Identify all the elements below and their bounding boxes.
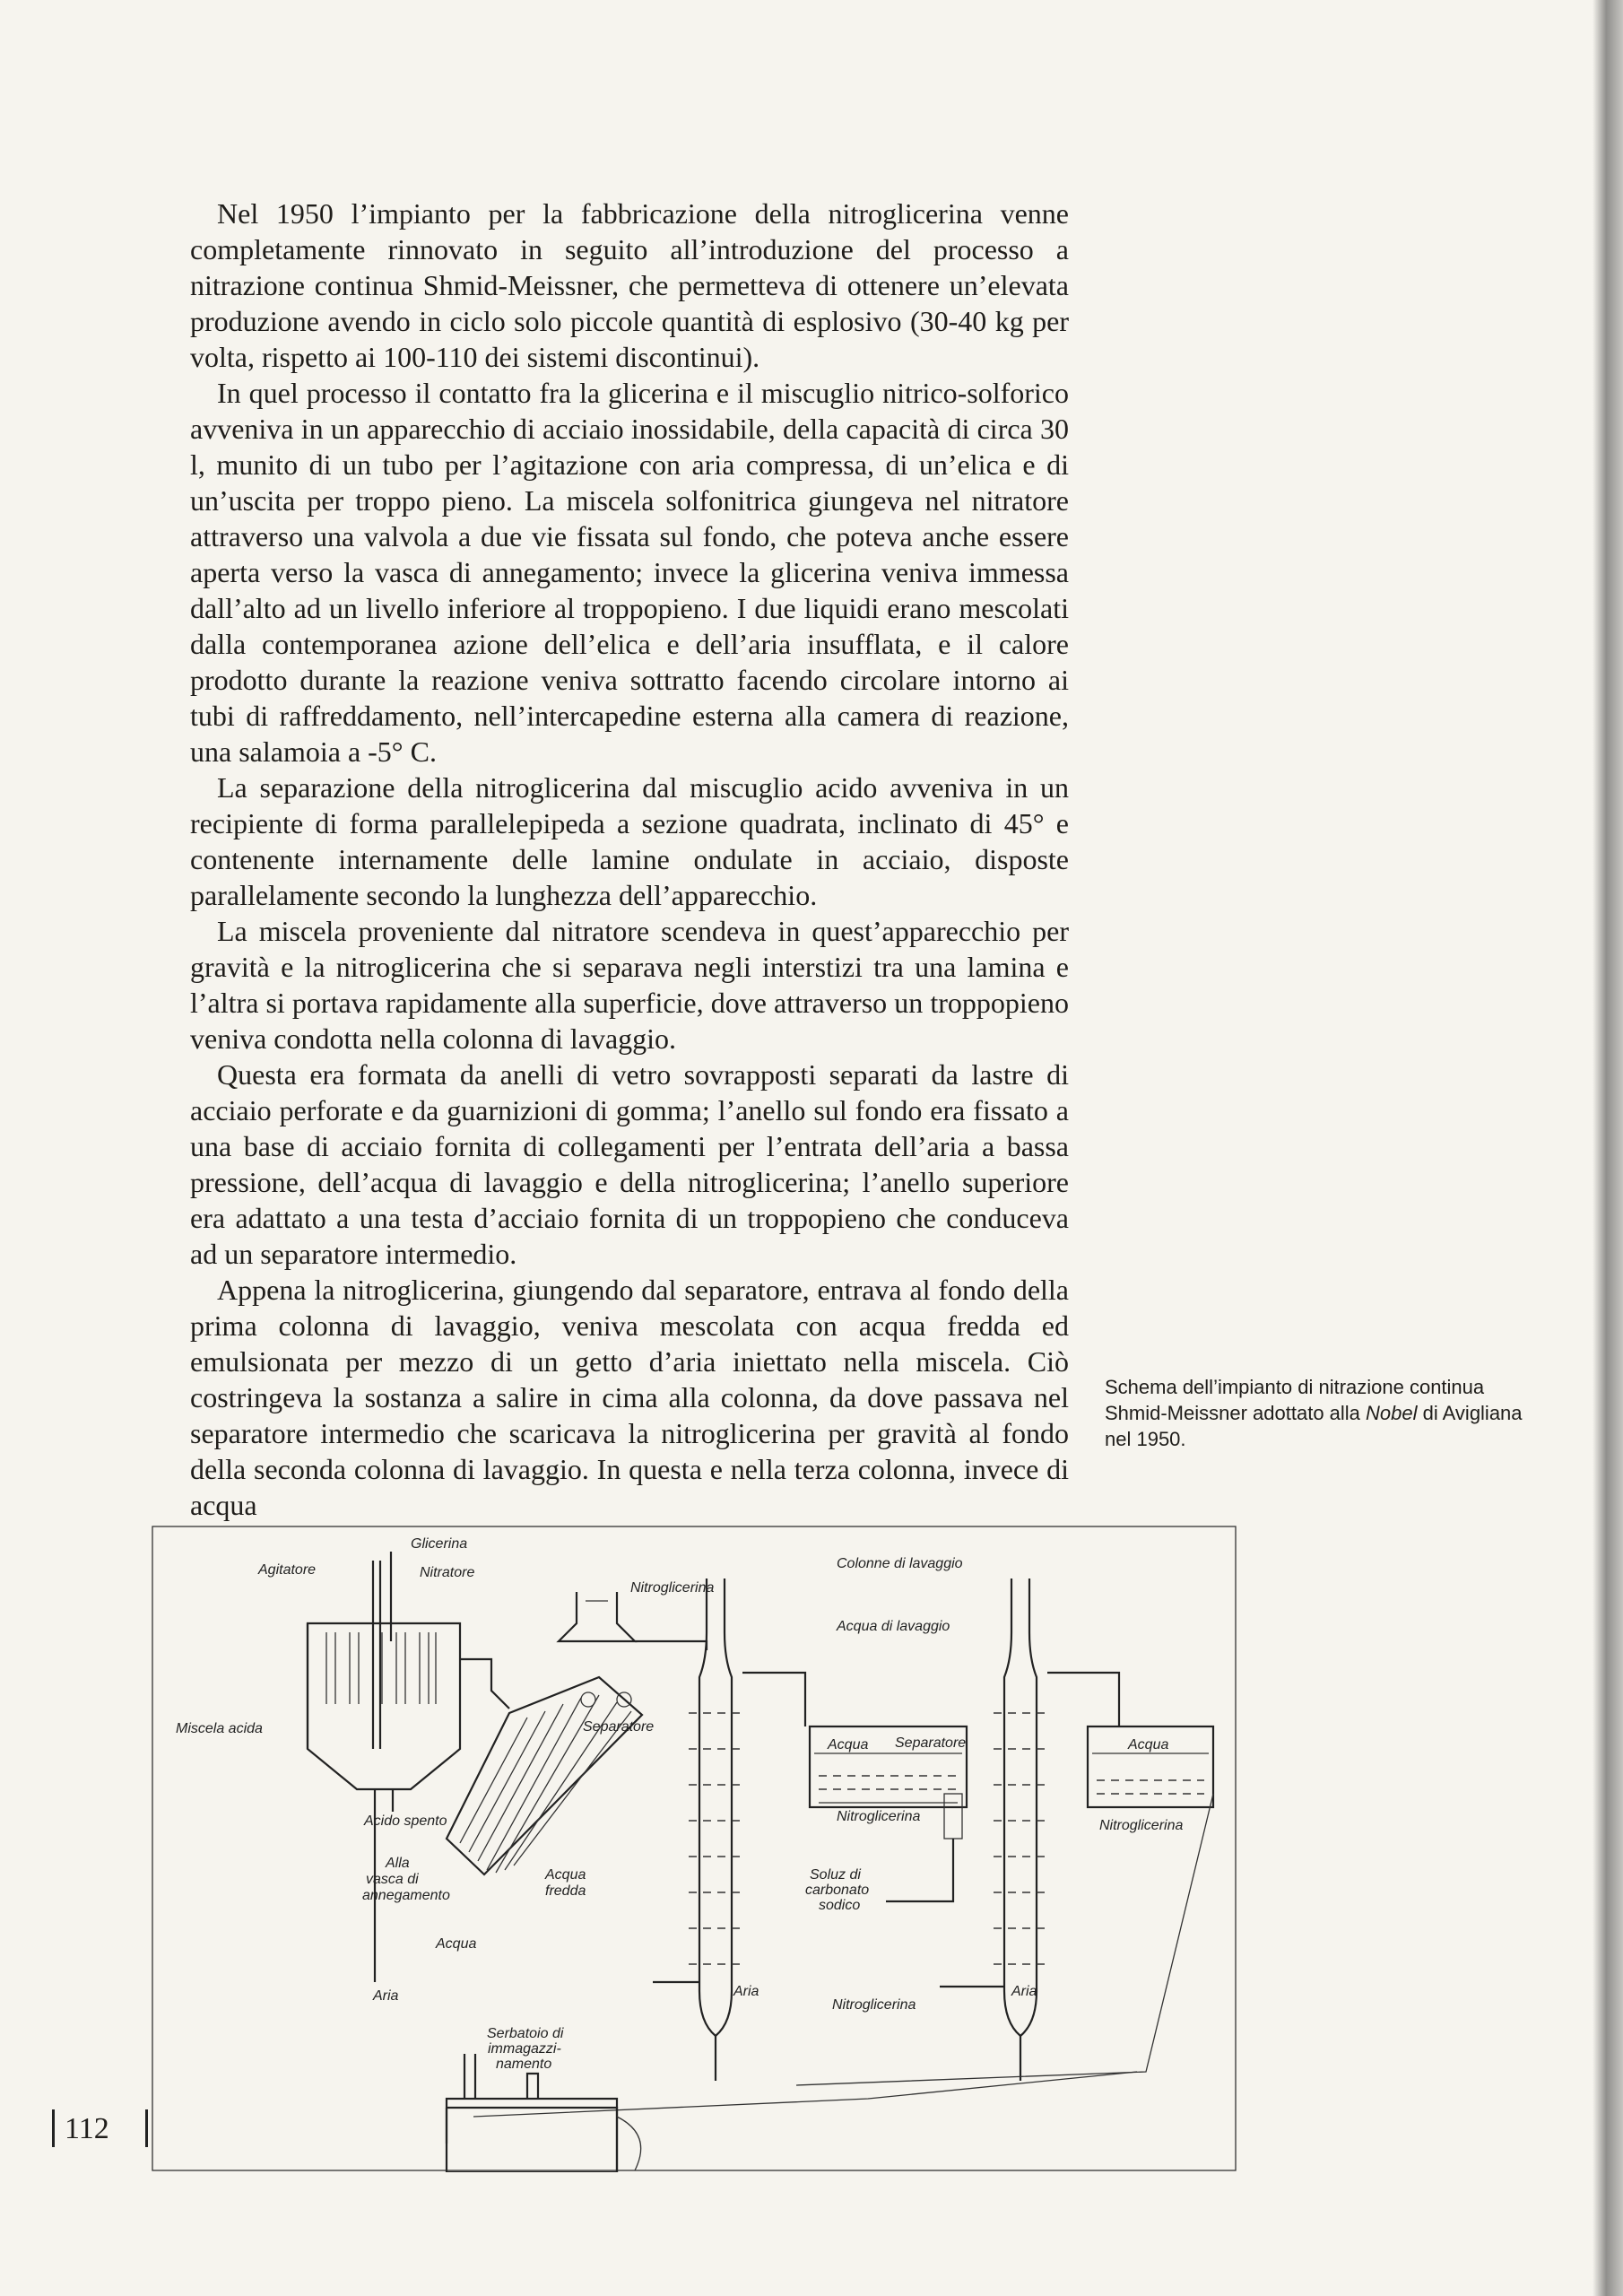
label-aria-right: Aria bbox=[1011, 1984, 1037, 1999]
paragraph-5: Questa era formata da anelli di vetro sovrapposti separati da lastre di acciaio perforate e da guarnizioni di gomma; l’anello sul fondo era fissato a una base di acciaio fornita di collegamenti per l’entrata dell’aria a bassa pressione, dell’acqua di lavaggio e della nitroglicerina; l’anello superiore era adattato a una testa d’acciaio fornita di un troppopieno che conduceva ad un separatore intermedio. bbox=[190, 1058, 1069, 1270]
nitroglycerin-return-line bbox=[473, 2072, 1137, 2117]
label-nitroglicerina-right: Nitroglicerina bbox=[1099, 1818, 1184, 1833]
body-text bbox=[190, 196, 1069, 1523]
label-serbatoio-1: Serbatoio di bbox=[487, 2026, 564, 2041]
nitrator-vessel bbox=[308, 1552, 509, 1982]
label-acqua-bottom: Acqua bbox=[436, 1936, 477, 1952]
caption-italic: Nobel bbox=[1366, 1402, 1418, 1424]
plant-schematic-diagram bbox=[151, 1525, 1237, 2172]
label-separatore-2: Separatore bbox=[895, 1735, 967, 1751]
folio-bar-left bbox=[52, 2109, 55, 2147]
plant-schematic-figure bbox=[151, 1525, 1237, 2172]
label-acqua-fredda-1: Acqua bbox=[545, 1867, 586, 1883]
label-alla: Alla bbox=[386, 1856, 410, 1871]
label-soluz-1: Soluz di bbox=[810, 1867, 861, 1883]
label-glicerina: Glicerina bbox=[411, 1536, 468, 1552]
label-aria-mid: Aria bbox=[733, 1984, 759, 1999]
label-acido-spento: Acido spento bbox=[364, 1813, 447, 1829]
caption-text-2: di Avigliana nel 1950. bbox=[1105, 1402, 1523, 1450]
label-soluz-2: carbonato bbox=[805, 1883, 870, 1898]
label-annegamento: annegamento bbox=[362, 1888, 450, 1903]
label-colonne-di-lavaggio: Colonne di lavaggio bbox=[837, 1556, 963, 1571]
label-soluz-3: sodico bbox=[819, 1898, 861, 1913]
paragraph-2: In quel processo il contatto fra la glicerina e il miscuglio nitrico-solforico avveniva in un apparecchio di acciaio inossidabile, della capacità di circa 30 l, munito di un tubo per l’agitazione con aria compressa, di un’elica e di un’uscita per troppo pieno. La miscela solfonitrica giungeva nel nitratore attraverso una valvola a due vie fissata sul fondo, che poteva anche essere aperta verso la vasca di annegamento; invece la glicerina veniva immessa dall’alto ad un livello inferiore al troppopieno. I due liquidi erano mescolati dalla contemporanea azione dell’elica e dell’aria insufflata, e il calore prodotto durante la reazione veniva sottratto facendo circolare intorno ai tubi di raffreddamento, nell’intercapedine esterna alla camera di reazione, una salamoia a -5° C. bbox=[190, 377, 1069, 768]
paragraph-1: Nel 1950 l’impianto per la fabbricazione della nitroglicerina venne completamente rinnovato in seguito all’introduzione del processo a nitrazione continua Shmid-Meissner, che permetteva di ottenere un’elevata produzione avendo in ciclo solo piccole quantità di esplosivo (30-40 kg per volta, rispetto ai 100-110 dei sistemi discontinui). bbox=[190, 197, 1069, 373]
label-miscela-acida: Miscela acida bbox=[176, 1721, 263, 1736]
inclined-separator bbox=[447, 1592, 707, 1874]
label-nitroglicerina-mid: Nitroglicerina bbox=[837, 1809, 921, 1824]
label-acqua-fredda-2: fredda bbox=[545, 1883, 586, 1899]
label-acqua-di-lavaggio: Acqua di lavaggio bbox=[837, 1619, 950, 1634]
label-serbatoio-2: immagazzi- bbox=[488, 2041, 561, 2057]
label-separatore: Separatore bbox=[583, 1719, 655, 1735]
label-serbatoio-3: namento bbox=[496, 2057, 552, 2072]
label-agitatore: Agitatore bbox=[258, 1562, 317, 1578]
label-nitratore: Nitratore bbox=[420, 1565, 475, 1580]
figure-caption bbox=[1105, 1374, 1526, 1452]
washing-column-1 bbox=[653, 1578, 742, 2081]
page-edge-shadow bbox=[1593, 0, 1623, 2296]
paragraph-4: La miscela proveniente dal nitratore scendeva in quest’apparecchio per gravità e la nitroglicerina che si separava negli interstizi tra una lamina e l’altra si portava rapidamente alla superficie, dove attraverso un troppopieno veniva condotta nella colonna di lavaggio. bbox=[190, 915, 1069, 1055]
label-vasca-di: vasca di bbox=[366, 1872, 419, 1887]
label-acqua-separator: Acqua bbox=[828, 1737, 869, 1752]
washing-column-2 bbox=[940, 1578, 1119, 2081]
label-nitroglicerina-top: Nitroglicerina bbox=[630, 1580, 715, 1596]
paragraph-6: Appena la nitroglicerina, giungendo dal separatore, entrava al fondo della prima colonna di lavaggio, veniva mescolata con acqua fredda ed emulsionata per mezzo di un getto d’aria iniettato nella miscela. Ciò costringeva la sostanza a salire in cima alla colonna, da dove passava nel separatore intermedio che scaricava la nitroglicerina per gravità al fondo della seconda colonna di lavaggio. In questa e nella terza colonna, invece di acqua bbox=[190, 1274, 1069, 1521]
label-aria-left: Aria bbox=[373, 1988, 399, 2004]
folio-bar-right bbox=[145, 2109, 148, 2147]
label-acqua-right: Acqua bbox=[1128, 1737, 1169, 1752]
page-number: 112 bbox=[65, 2112, 109, 2145]
caption-text-1: Schema dell’impianto di nitrazione continua Shmid-Meissner adottato alla bbox=[1105, 1376, 1485, 1424]
paragraph-3: La separazione della nitroglicerina dal miscuglio acido avveniva in un recipiente di forma parallelepipeda a sezione quadrata, inclinato di 45° e contenente internamente delle lamine ondulate in acciaio, disposte parallelamente secondo la lunghezza dell’apparecchio. bbox=[190, 771, 1069, 911]
page-number-folio bbox=[52, 2108, 169, 2151]
label-nitroglicerina-bottom: Nitroglicerina bbox=[832, 1997, 916, 2013]
